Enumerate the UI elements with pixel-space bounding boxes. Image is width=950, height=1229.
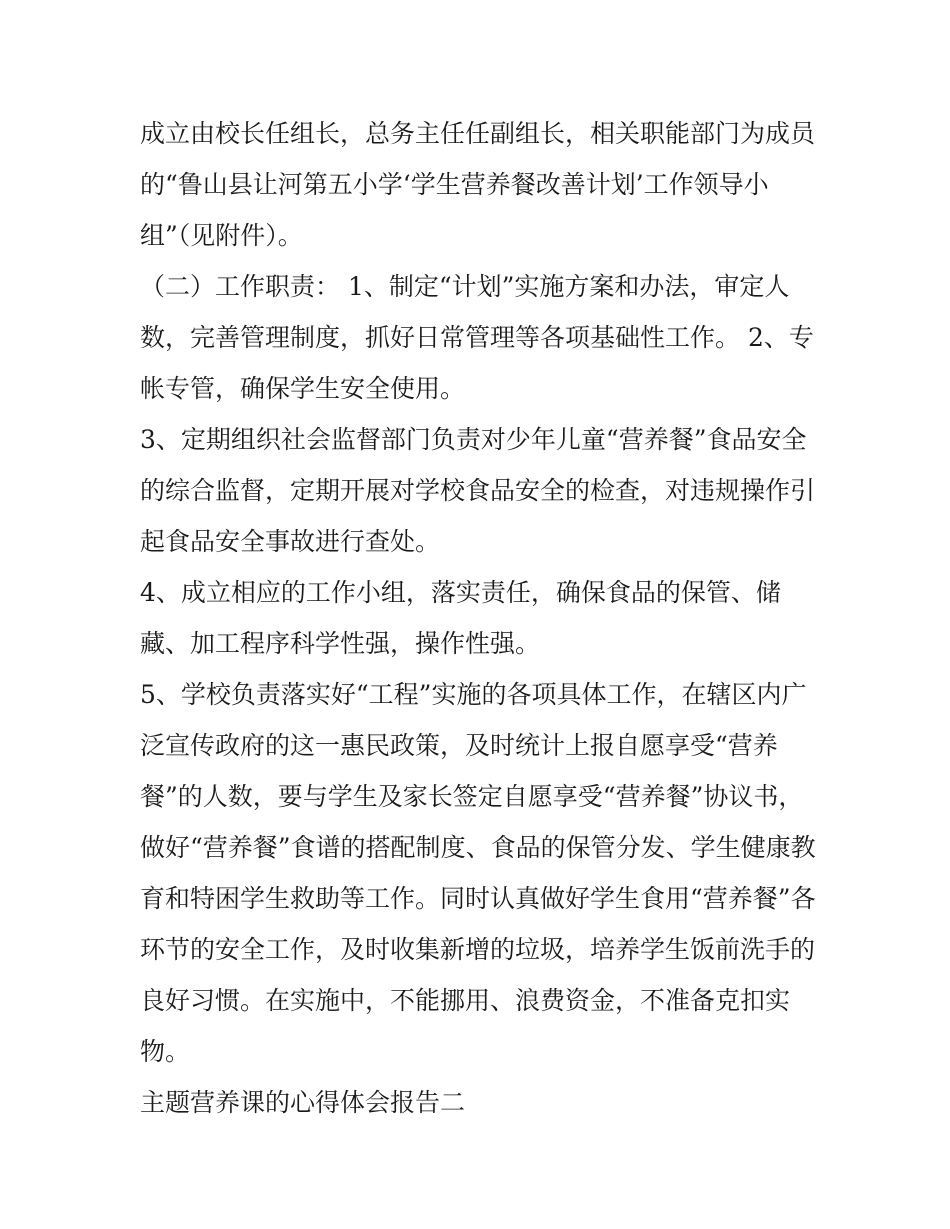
text-line: 成立由校长任组长，总务主任任副组长，相关职能部门为成员 xyxy=(140,119,816,148)
text-line: 良好习惯。在实施中，不能挪用、浪费资金，不准备克扣实 xyxy=(140,986,791,1015)
text-line: （二）工作职责： 1、制定“计划”实施方案和办法，审定人 xyxy=(140,272,790,301)
text-line: 3、定期组织社会监督部门负责对少年儿童“营养餐”食品安全 xyxy=(140,425,807,454)
text-line: 帐专管，确保学生安全使用。 xyxy=(140,374,466,403)
text-line: 泛宣传政府的这一惠民政策，及时统计上报自愿享受“营养 xyxy=(140,731,778,760)
text-line: 4、成立相应的工作小组，落实责任，确保食品的保管、储 xyxy=(140,578,781,607)
text-line: 的“鲁山县让河第五小学‘学生营养餐改善计划’工作领导小 xyxy=(140,170,769,199)
text-line: 起食品安全事故进行查处。 xyxy=(140,527,441,556)
text-line: 物。 xyxy=(140,1037,191,1066)
text-line: 藏、加工程序科学性强，操作性强。 xyxy=(140,629,541,658)
text-line: 做好“营养餐”食谱的搭配制度、食品的保管分发、学生健康教 xyxy=(140,833,816,862)
text-line: 5、学校负责落实好“工程”实施的各项具体工作，在辖区内广 xyxy=(140,680,807,709)
text-line: 组”（见附件）。 xyxy=(140,221,303,250)
section-heading: 主题营养课的心得体会报告二 xyxy=(140,1088,466,1117)
text-line: 环节的安全工作，及时收集新增的垃圾，培养学生饭前洗手的 xyxy=(140,935,816,964)
document-body xyxy=(140,108,820,1128)
text-line: 育和特困学生救助等工作。同时认真做好学生食用“营养餐”各 xyxy=(140,884,816,913)
text-line: 餐”的人数，要与学生及家长签定自愿享受“营养餐”协议书， xyxy=(140,782,804,811)
text-line: 数，完善管理制度，抓好日常管理等各项基础性工作。 2、专 xyxy=(140,323,814,352)
text-line: 的综合监督，定期开展对学校食品安全的检查，对违规操作引 xyxy=(140,476,816,505)
